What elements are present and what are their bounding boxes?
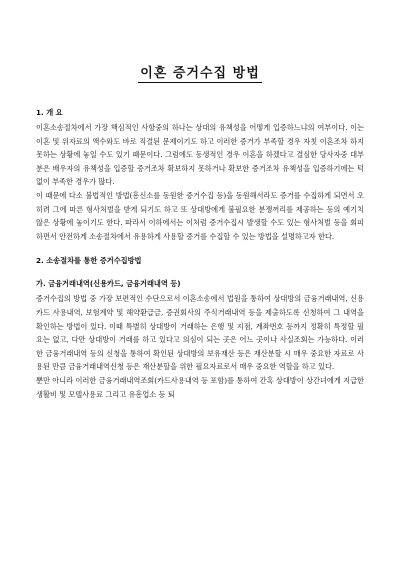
paragraph: 증거수집의 방법 중 가장 보편적인 수단으로서 이혼소송에서 법원을 통하여 상대방의 금융거래내역, 신용카드 사용내역, 보험계약 및 해약환급금, 증권회사의 주식거래내역 등을 제출하도록 신청하여 그 내역을 확인하는 방법이 있다. 이때 특별히 상대방이 거래하는 은행 및 지점, 계좌번호 등까지 정확히 특정할 필요는 없고, 다만 상대방이 거래를 하고 있다고 의심이 되는 곳은 어느 곳이나 사실조회는 가능하다. 이러한 금융거래내역 등의 신청을 통하여 확인된 상대방의 보유재산 등은 재산분할 시 매우 중요한 자료로 사용된 만큼 금융거래내역신청 등은 재산분할을 위한 필요자료로서 매우 중요한 역할을 하고 있다.	[36, 294, 364, 372]
section-heading-evidence-methods: 2. 소송절차를 통한 증거수집방법	[36, 256, 142, 266]
section-heading-overview: 1. 개 요	[36, 108, 63, 117]
paragraph: 이 때문에 다소 불법적인 방법(흥신소를 동원한 증거수집 등)을 동원해서라도 증거를 수집하게 되면서 오히려 그에 따른 형사처벌을 받게 되기도 하고 또 상대방에게 불필요한 분쟁꺼리를 제공하는 등의 예기치 않은 상황에 놓이기도 한다. 따라서 이하에서는 이처럼 증거수집시 발생할 수도 있는 형사처벌 등을 회피하면서 안전하게 소송절차에서 유용하게 사용할 증거를 수집할 수 있는 방법을 설명하고자 한다.	[36, 190, 364, 241]
document-title-text: 이혼 증거수집 방법	[140, 66, 260, 81]
document-title	[36, 62, 364, 81]
paragraph: 이혼소송절차에서 가장 핵심적인 사항중의 하나는 상대의 유책성을 어떻게 입증하느냐의 여부이다. 이는 이혼 및 위자료의 액수와도 바로 직결된 문제이기도 하고 이러한 증거가 부족할 경우 자칫 이혼조차 하지 못하는 상황에 놓일 수도 있기 때문이다. 그럼에도 동생적인 경우 이혼을 하겠다고 결심한 당사자중 대부분은 배우자의 유책성을 입증할 증거조차 확보하지 못하거나 확보한 증거조차 유책성을 입증하기에는 턱없이 부족한 경우가 많다.	[36, 123, 364, 187]
paragraph: 뿐만 아니라 이러한 금융거래내역조회(카드사용내역 등 포함)를 통하여 간혹 상대방이 상간녀에게 지급한 생활비 및 모텔사용료 그리고 유흥업소 등 퇴	[36, 375, 364, 399]
subsection-heading-financial-records: 가. 금융거래내역(신용카드, 금융거래내역 등)	[36, 279, 181, 289]
